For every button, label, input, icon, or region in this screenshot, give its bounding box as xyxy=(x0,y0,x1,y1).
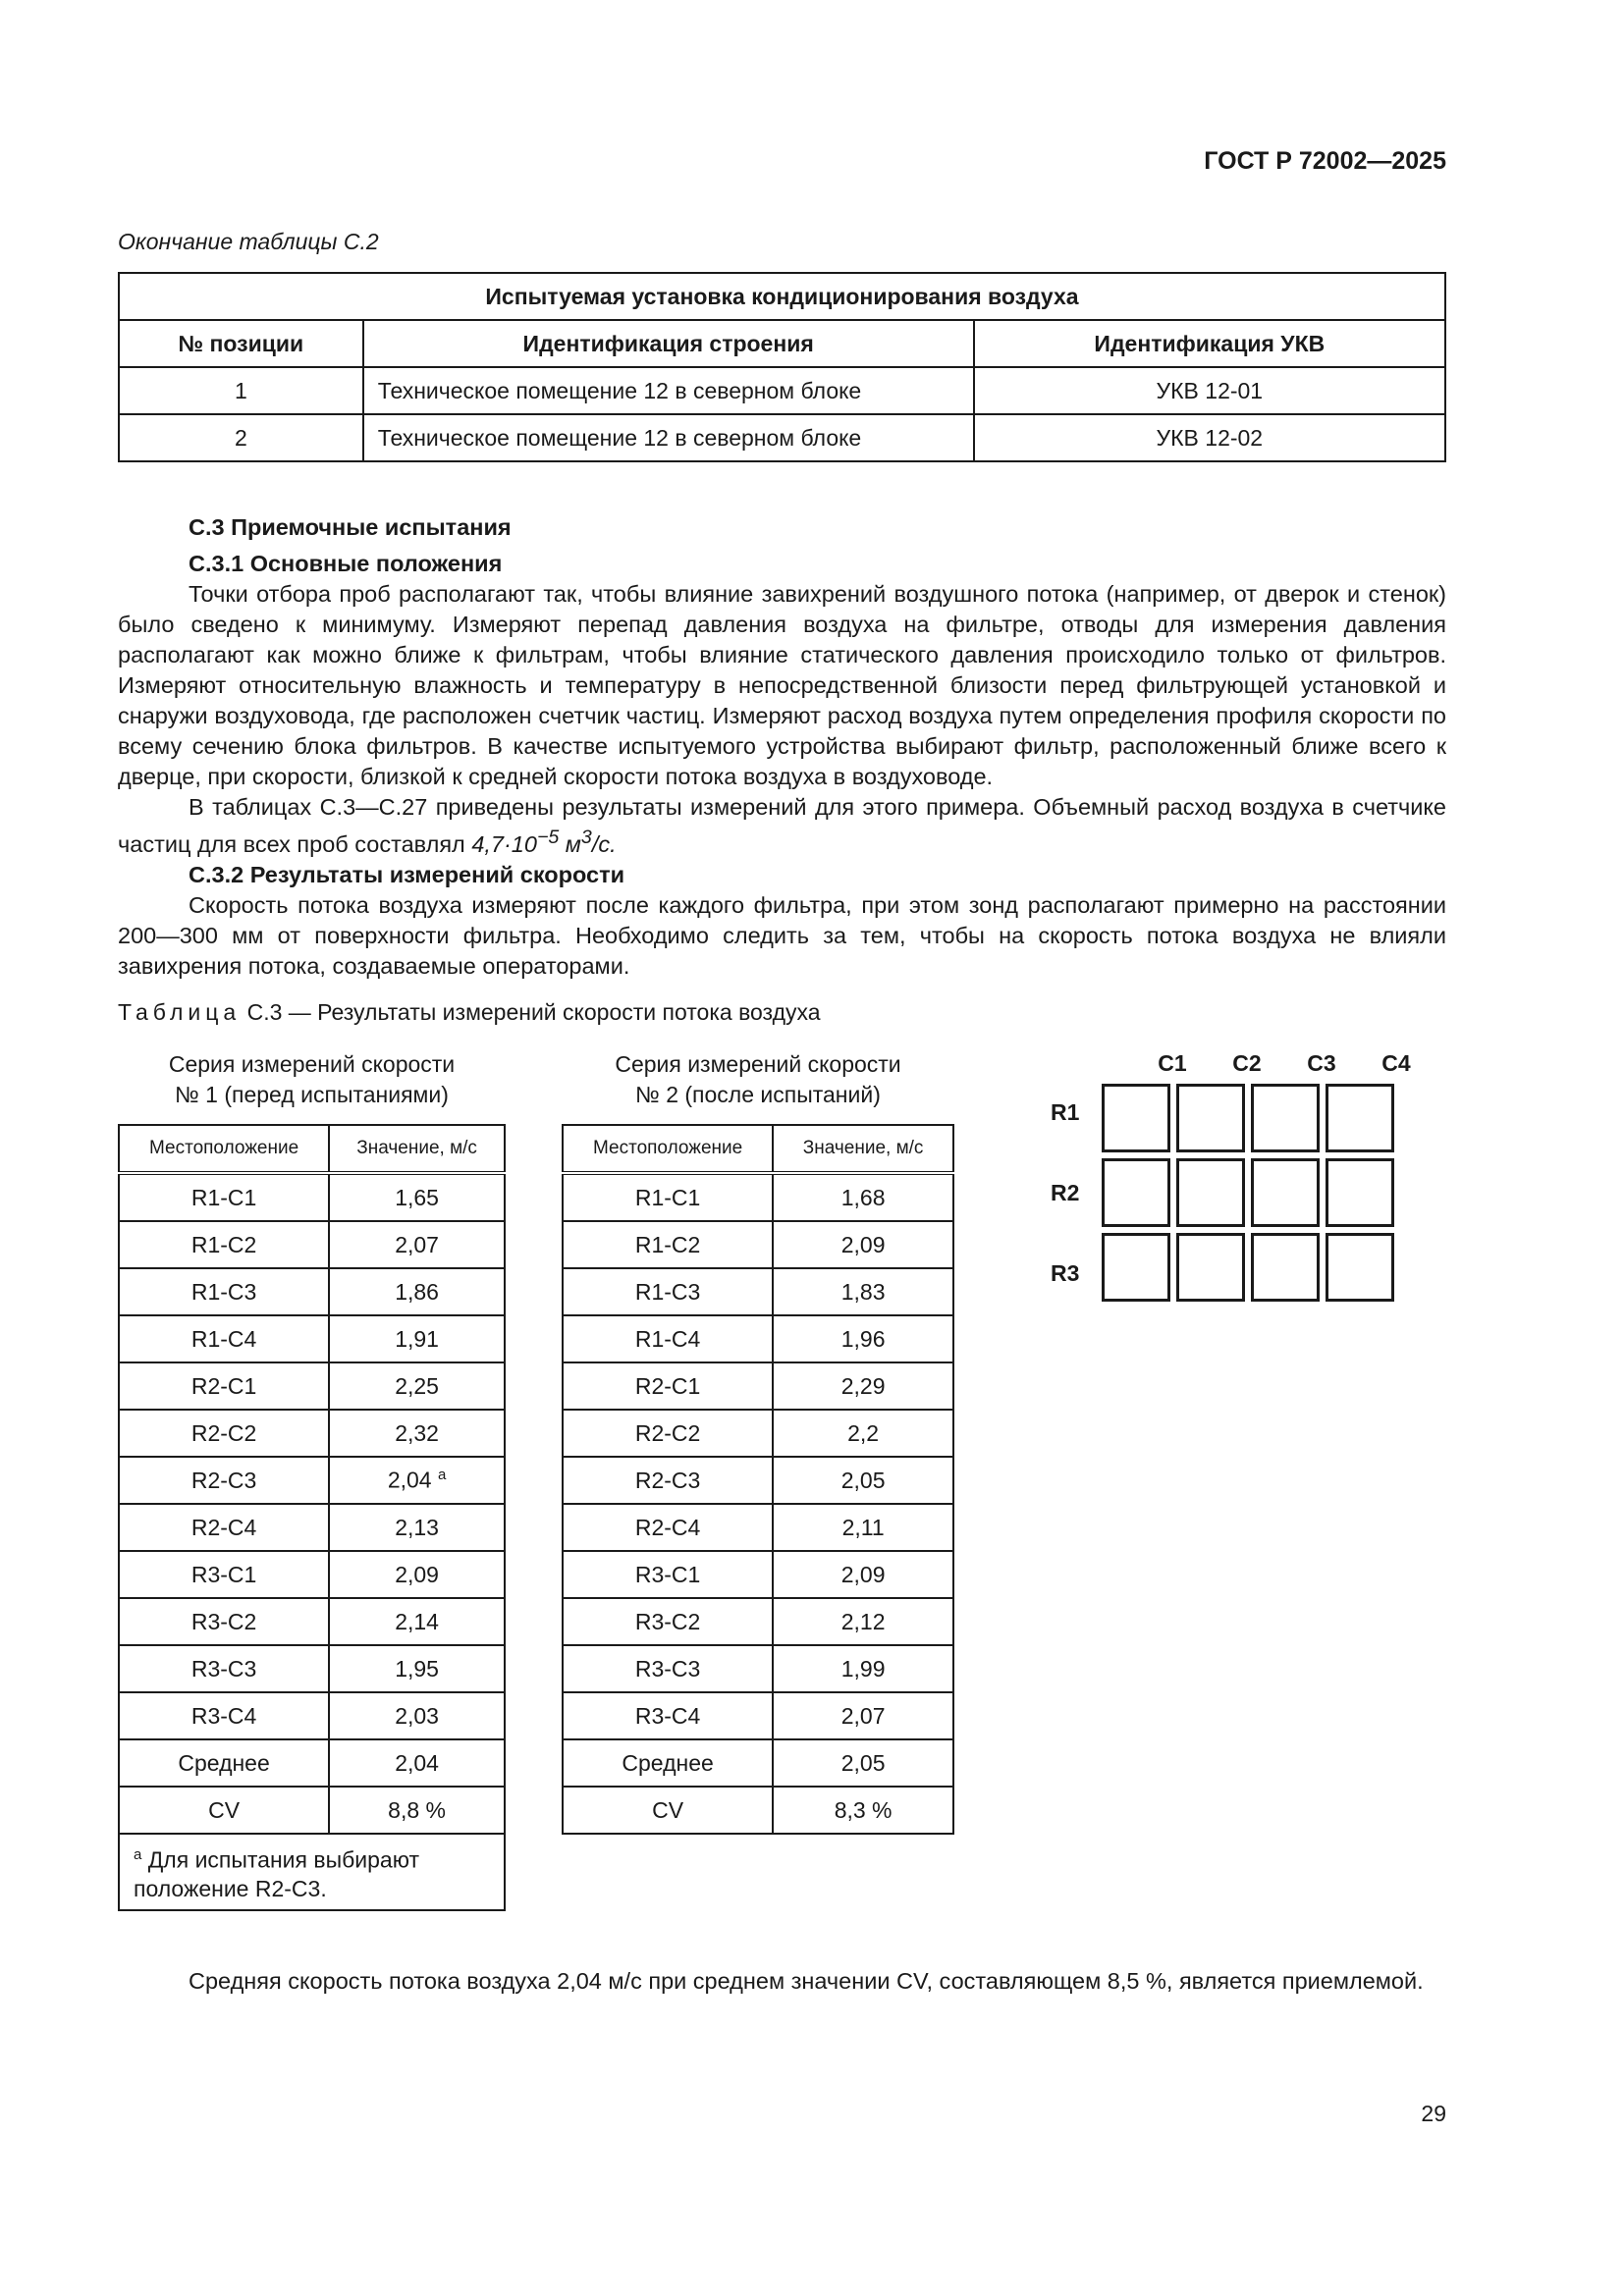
table-row: R3-C2 2,14 xyxy=(119,1598,505,1645)
table-c2-caption: Окончание таблицы С.2 xyxy=(118,229,379,254)
col-location: Местоположение xyxy=(119,1125,329,1173)
col-value: Значение, м/с xyxy=(773,1125,953,1173)
series-1-table xyxy=(118,1124,506,1911)
table-c2-col-ukv: Идентификация УКВ xyxy=(974,320,1445,367)
table-row: R1-C3 1,83 xyxy=(563,1268,953,1315)
section-c32-paragraph-1: Скорость потока воздуха измеряют после каждого фильтра, при этом зонд располагают примерно на расстоянии 200—300 мм от поверхности фильтра. Необходимо следить за тем, чтобы на скорость потока воздуха не влияли завихрения потока, создаваемые операторами. xyxy=(118,891,1446,979)
section-c31-paragraph-2 xyxy=(118,792,1446,860)
cell-ukv: УКВ 12-01 xyxy=(974,367,1445,414)
table-row: R1-C4 1,91 xyxy=(119,1315,505,1362)
footnote: $^a$ Для испытания выбирают положение R2-C3. xyxy=(119,1834,505,1910)
flow-rate-formula: $4,7\cdot 10^{-5}$ $м^3/с$. xyxy=(471,827,617,857)
grid-cell xyxy=(1251,1084,1320,1152)
table-row: R2-C1 2,29 xyxy=(563,1362,953,1410)
table-row: R3-C4 2,07 xyxy=(563,1692,953,1739)
grid-cell xyxy=(1176,1233,1245,1302)
section-c31-title: С.3.1 Основные положения xyxy=(189,551,503,576)
series-2-caption: Серия измерений скорости № 2 (после испытаний) xyxy=(615,1051,901,1107)
footnote-row xyxy=(119,1834,505,1910)
table-row: R2-C4 2,11 xyxy=(563,1504,953,1551)
paragraph-2-text: В таблицах С.3—С.27 приведены результаты измерений для этого примера. Объемный расход воздуха в счетчике частиц для всех проб составлял xyxy=(118,794,1446,857)
table-row: R2-C2 2,2 xyxy=(563,1410,953,1457)
series-1-caption: Серия измерений скорости № 1 (перед испытаниями) xyxy=(168,1051,456,1107)
grid-row-label: R2 xyxy=(1051,1180,1080,1205)
grid-cell xyxy=(1102,1084,1170,1152)
grid-cell xyxy=(1251,1158,1320,1227)
table-c2-col-building: Идентификация строения xyxy=(363,320,974,367)
table-row xyxy=(119,414,1445,461)
cell-building: Техническое помещение 12 в северном блоке xyxy=(363,414,974,461)
grid-cell xyxy=(1251,1233,1320,1302)
table-row: R2-C4 2,13 xyxy=(119,1504,505,1551)
cell-value-footnoted: 2,04 $^a$ xyxy=(329,1457,505,1504)
page-number: 29 xyxy=(1421,2101,1446,2126)
footnote-mark: a xyxy=(437,1467,447,1484)
filter-grid-diagram xyxy=(1051,1050,1424,1315)
table-c3-title-rest: С.3 — Результаты измерений скорости потока воздуха xyxy=(241,999,821,1025)
table-row: R3-C3 1,99 xyxy=(563,1645,953,1692)
conclusion xyxy=(118,1966,1446,1997)
col-value: Значение, м/с xyxy=(329,1125,505,1173)
table-row: R1-C2 2,07 xyxy=(119,1221,505,1268)
table-row: R1-C1 1,68 xyxy=(563,1173,953,1221)
table-row: R1-C2 2,09 xyxy=(563,1221,953,1268)
grid-cell xyxy=(1326,1084,1394,1152)
table-row: R3-C1 2,09 xyxy=(563,1551,953,1598)
grid-cell xyxy=(1326,1158,1394,1227)
table-row: R3-C1 2,09 xyxy=(119,1551,505,1598)
section-c3-title: С.3 Приемочные испытания xyxy=(189,514,512,540)
grid-col-label: C4 xyxy=(1381,1050,1411,1076)
grid-col-label: C1 xyxy=(1158,1050,1187,1076)
grid-col-label: C2 xyxy=(1232,1050,1262,1076)
table-word: Таблица xyxy=(118,999,242,1025)
grid-row-label: R3 xyxy=(1051,1260,1080,1286)
grid-row-label: R1 xyxy=(1051,1099,1080,1125)
grid-cell xyxy=(1326,1233,1394,1302)
table-row: R2-C1 2,25 xyxy=(119,1362,505,1410)
cell-position: 1 xyxy=(119,367,363,414)
table-row: R1-C3 1,86 xyxy=(119,1268,505,1315)
section-c3 xyxy=(118,512,1446,982)
table-row: R1-C4 1,96 xyxy=(563,1315,953,1362)
table-row: R2-C2 2,32 xyxy=(119,1410,505,1457)
table-row: Среднее 2,04 xyxy=(119,1739,505,1787)
section-c31-paragraph-1: Точки отбора проб располагают так, чтобы влияние завихрений воздушного потока (например, от дверок и стенок) было сведено к минимуму. Измеряют перепад давления воздуха на фильтре, отводы для измерения давления располагают как можно ближе к фильтрам, чтобы влияние статического давления происходило только от фильтров. Измеряют относительную влажность и температуру в непосредственной близости перед фильтрующей установкой и снаружи воздуховода, где расположен счетчик частиц. Измеряют расход воздуха путем определения профиля скорости по всему сечению блока фильтров. В качестве испытуемого устройства выбирают фильтр, расположенный ближе всего к дверце, при скорости, близкой к средней скорости потока воздуха в воздуховоде. xyxy=(118,581,1446,789)
grid-col-label: C3 xyxy=(1307,1050,1336,1076)
series-2-table xyxy=(562,1124,954,1835)
table-row: R2-C3 2,05 xyxy=(563,1457,953,1504)
table-c3-title xyxy=(118,999,821,1026)
section-c32-title: С.3.2 Результаты измерений скорости xyxy=(189,861,625,887)
table-row: CV 8,8 % xyxy=(119,1787,505,1834)
cell-position: 2 xyxy=(119,414,363,461)
grid-cell xyxy=(1102,1158,1170,1227)
cell-building: Техническое помещение 12 в северном блоке xyxy=(363,367,974,414)
table-row: CV 8,3 % xyxy=(563,1787,953,1834)
table-row: Среднее 2,05 xyxy=(563,1739,953,1787)
table-row: R2-C3 2,04 $^a$ xyxy=(119,1457,505,1504)
table-row: R3-C2 2,12 xyxy=(563,1598,953,1645)
conclusion-paragraph: Средняя скорость потока воздуха 2,04 м/с при среднем значении CV, составляющем 8,5 %, является приемлемой. xyxy=(189,1968,1424,1994)
table-row: R3-C4 2,03 xyxy=(119,1692,505,1739)
table-row xyxy=(119,367,1445,414)
grid-cell xyxy=(1176,1084,1245,1152)
table-row: R1-C1 1,65 xyxy=(119,1173,505,1221)
grid-cell xyxy=(1102,1233,1170,1302)
table-row: R3-C3 1,95 xyxy=(119,1645,505,1692)
table-c2-col-position: № позиции xyxy=(119,320,363,367)
col-location: Местоположение xyxy=(563,1125,773,1173)
grid-cell xyxy=(1176,1158,1245,1227)
table-c2 xyxy=(118,272,1446,462)
cell-ukv: УКВ 12-02 xyxy=(974,414,1445,461)
document-code: ГОСТ Р 72002—2025 xyxy=(1204,147,1446,175)
table-c2-span-header: Испытуемая установка кондиционирования воздуха xyxy=(119,273,1445,320)
